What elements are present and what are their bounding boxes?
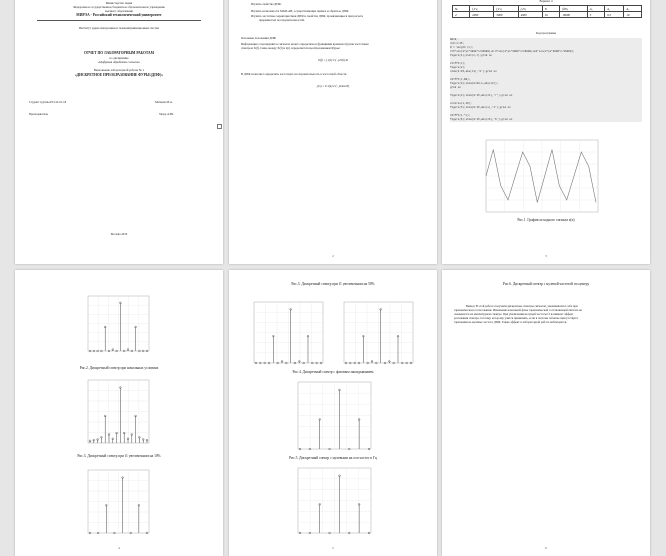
page-number: 5 bbox=[332, 546, 334, 550]
education-level: высшего образования bbox=[105, 9, 133, 13]
page-5[interactable] bbox=[229, 270, 437, 556]
table-cell: 2000 bbox=[470, 12, 494, 18]
conclusion-line: растекания спектра, поэтому, которому учится применять, если в системе сигналы присутствуют bbox=[454, 316, 579, 320]
page-3[interactable] bbox=[442, 0, 650, 264]
page-number: 2 bbox=[332, 254, 334, 258]
discipline-label: по дисциплине bbox=[109, 56, 129, 60]
table-header-cell: f₁Гц bbox=[470, 6, 494, 12]
section-heading: Основные положения ДПФ bbox=[241, 36, 276, 40]
ministry-header: Министерство науки bbox=[105, 1, 133, 5]
conclusion-line: сказывается на амплитудном спектре. При увеличении несущей частоты f1 возникает эффект bbox=[454, 312, 574, 316]
page-1[interactable] bbox=[15, 0, 223, 264]
spectrum-plot-extra bbox=[83, 468, 151, 538]
figure-caption: Рис.3. Дискретный спектр при f1 увеличенном на 50% bbox=[291, 282, 375, 286]
figure-caption: Рис.2. Дискретный спектр при начальных условиях bbox=[79, 366, 159, 370]
code-line: stem(0:15,abs(z1),'b');grid on bbox=[450, 70, 497, 73]
discipline-name: «Цифровая обработка сигналов» bbox=[97, 60, 141, 64]
code-title: Код программы bbox=[535, 31, 557, 35]
page-6[interactable] bbox=[442, 270, 650, 556]
paragraph: В ДПФ позволяет определить частотную последовательность в частотной области bbox=[241, 72, 347, 76]
code-line: figure(1);plot(n,z);grid on bbox=[450, 54, 493, 57]
code-line: z1=fft(z); bbox=[450, 62, 466, 65]
table-cell: 10 bbox=[624, 12, 642, 18]
variant-label: Вариант 4 bbox=[539, 0, 553, 3]
goal-item: Изучить частотные характеристики ДПФ и свойства ДПФ, проявляющиеся при расчете bbox=[251, 14, 364, 18]
formula-fourier: X(f) = ∫ x(t)·e^(−j2πft) dt bbox=[318, 58, 348, 62]
formula-dft: y(n) = Σ x(k)·e^(−j2πkn/N) bbox=[316, 84, 350, 88]
page-2[interactable] bbox=[229, 0, 437, 264]
goal-item: Изучить свойства ДПФ. bbox=[251, 2, 282, 6]
spectrum-plot-f1-10 bbox=[83, 378, 151, 448]
table-cell: 16000 bbox=[560, 12, 587, 18]
code-line: z=5*sin(2*pi*2000*n/16000)+0.3*sin(2*pi*3000*n/16000)+10*sin(2*pi*4000*n/16000); bbox=[450, 50, 575, 53]
goal-item: прерывистых последовательностей. bbox=[259, 18, 305, 22]
spectrum-plot-f1-50-right bbox=[339, 300, 415, 368]
table-header-cell: f₃Гц bbox=[518, 6, 542, 12]
table-header-cell: A₃ bbox=[624, 6, 642, 12]
table-cell: 3000 bbox=[494, 12, 518, 18]
city-year: Москва 2019 bbox=[110, 232, 128, 236]
report-title: ОТЧЕТ ПО ЛАБОРАТОРНЫМ РАБОТАМ bbox=[83, 51, 155, 55]
table-cell: 4 bbox=[453, 12, 470, 18]
figure-caption: Рис.1. График исходного сигнала z(n) bbox=[517, 218, 575, 222]
table-header-cell: N bbox=[542, 6, 560, 12]
code-line: z2=fft(z,Nd); bbox=[450, 78, 471, 81]
header-divider bbox=[37, 20, 201, 21]
paragraph: спектром X(f). Связь между X(f) и x(t) определяется преобразованием Фурье: bbox=[241, 46, 341, 50]
code-line: figure(6);stem(0:15,abs(z3),'b');grid on bbox=[450, 118, 513, 121]
page-4[interactable] bbox=[15, 270, 223, 556]
teacher-label: Преподаватель bbox=[29, 112, 49, 116]
resize-handle[interactable] bbox=[217, 124, 222, 129]
university-header-line: Федеральное государственное бюджетное образовательное учреждение bbox=[73, 5, 165, 9]
page-number: 6 bbox=[545, 546, 547, 550]
code-line: figure(2); bbox=[450, 66, 466, 69]
spectrum-plot-f1-50-left bbox=[249, 300, 325, 368]
table-row bbox=[453, 12, 642, 18]
table-header-cell: f₂Гц bbox=[494, 6, 518, 12]
conclusion-line: Вывод: В этой работе получили дискретные спектры сигналов, увеличивали в себе при bbox=[466, 304, 578, 308]
code-line: figure(3);stem(0:Nd-1,abs(z2)); bbox=[450, 82, 499, 85]
paragraph: Информация о прошедших в сигналах может определиться функциями времени x(t) или частотным bbox=[241, 42, 369, 46]
work-topic: «ДИСКРЕТНОЕ ПРЕОБРАЗОВАНИЕ ФУРЬЕ(ДПФ)» bbox=[74, 73, 164, 77]
figure-caption: Рис.3. Дискретный спектр при f1 увеличенном на 10% bbox=[77, 454, 161, 458]
spectrum-plot-phase bbox=[293, 380, 373, 454]
table-cell: 16 bbox=[542, 12, 560, 18]
university-name: МИРЭА - Российский технологический университет bbox=[76, 13, 162, 17]
table-header-cell: fдГц bbox=[560, 6, 587, 12]
table-cell: 4000 bbox=[518, 12, 542, 18]
code-line: Nd=8; bbox=[450, 38, 458, 41]
student-name: Матвеев М.А. bbox=[155, 100, 173, 104]
code-line: N = length (n); bbox=[450, 46, 474, 49]
figure-caption: Рис.5. Дискретный спектр с нулевыми на оси частот в Гц bbox=[289, 456, 377, 460]
work-number: Выполнение лабораторной работы № 1 bbox=[93, 68, 145, 72]
table-header-cell: A₁ bbox=[587, 6, 604, 12]
figure-caption: Рис.6. Дискретный спектр с нулевой частотой по центру bbox=[502, 282, 590, 286]
code-line: grid on bbox=[450, 86, 461, 89]
code-line: figure(5);stem(0:15,abs(x),'k');grid on bbox=[450, 106, 511, 109]
page-number: 4 bbox=[118, 546, 120, 550]
conclusion-line: гармоническом согласовании. Изменение начальной фазы гармонической составляющей сигнала не bbox=[454, 308, 582, 312]
code-line: x=zeros(1,16); bbox=[450, 102, 472, 105]
table-header-cell: № bbox=[453, 6, 470, 12]
signal-plot bbox=[482, 138, 600, 216]
conclusion-line: гармоники не кратные частоте ДПФ. Также эффект в лабораторной работе наблюдается. bbox=[454, 320, 568, 324]
code-line: n=0:1:15; bbox=[450, 42, 465, 45]
spectrum-plot-hz bbox=[293, 466, 373, 538]
goal-item: Изучить возможности MATLAB, осуществляющие прямое и обратное ДПФ. bbox=[251, 9, 350, 13]
table-header-cell: A₂ bbox=[605, 6, 624, 12]
code-line: z3=fft(z.*x); bbox=[450, 114, 471, 117]
institute-name: Институт радиоэлектроники и телекоммуникационных систем bbox=[78, 26, 160, 30]
spectrum-plot-initial bbox=[83, 294, 151, 356]
page-number: 3 bbox=[545, 254, 547, 258]
variant-table bbox=[452, 5, 642, 18]
student-label: Студент группы РССО-01-18 bbox=[29, 100, 67, 104]
teacher-name: Уваур А.Ю. bbox=[159, 112, 174, 116]
figure-caption: Рис.4. Дискретный спектр с фазовым запаздыванием bbox=[292, 370, 374, 374]
code-block bbox=[450, 38, 642, 122]
code-line: figure(4);stem(0:15,abs(z1),'r');grid on bbox=[450, 94, 513, 97]
table-cell: 5 bbox=[587, 12, 604, 18]
table-cell: 0,3 bbox=[605, 12, 624, 18]
